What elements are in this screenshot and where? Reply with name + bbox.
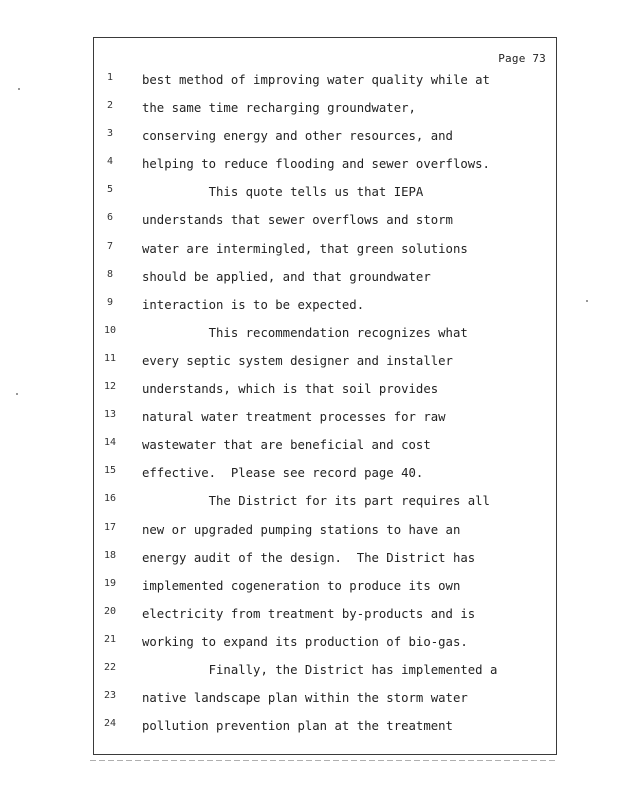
scan-speck [16,393,18,395]
line-number: 23 [103,690,117,702]
line-text: implemented cogeneration to produce its own [142,578,461,593]
line-number: 18 [103,549,117,561]
transcript-line [94,661,556,692]
line-number: 20 [103,605,117,617]
line-number: 22 [103,661,117,673]
line-number: 6 [106,212,114,224]
line-text: pollution prevention plan at the treatment [142,719,453,734]
line-text: understands that sewer overflows and storm [142,213,453,228]
line-text: wastewater that are beneficial and cost [142,438,431,453]
scan-bottom-rule [90,760,558,761]
line-number: 11 [103,352,117,364]
transcript-line [94,549,556,580]
transcript-line [94,692,556,720]
transcript-line [94,720,556,748]
line-text: natural water treatment processes for raw [142,410,446,425]
transcript-line [94,521,556,552]
transcript-line [94,324,556,355]
line-text: the same time recharging groundwater, [142,101,416,116]
line-number: 5 [106,184,114,196]
line-number: 8 [106,268,114,280]
line-number: 2 [106,100,114,112]
line-text: every septic system designer and installer [142,353,453,368]
line-number: 15 [103,465,117,477]
transcript-line [94,186,556,214]
transcript-line [94,268,556,299]
line-text: The District for its part requires all [142,494,490,509]
line-number: 17 [103,521,117,533]
line-text: effective. Please see record page 40. [142,466,424,481]
transcript-line [94,214,556,242]
line-number: 9 [106,296,114,308]
line-number: 4 [106,156,114,168]
line-text: should be applied, and that groundwater [142,269,431,284]
line-number: 3 [106,128,114,140]
transcript-line [94,467,556,495]
line-text: interaction is to be expected. [142,297,365,312]
line-number: 12 [103,381,117,393]
line-text: best method of improving water quality while at [142,73,490,87]
transcript-line [94,383,556,411]
page-number: Page 73 [498,52,546,65]
line-number: 14 [103,437,117,449]
transcript-line [94,605,556,636]
transcript-line [94,633,556,664]
line-text: Finally, the District has implemented a [142,662,498,677]
line-text: conserving energy and other resources, and [142,129,453,144]
scan-speck [586,300,588,302]
transcript-line [94,495,556,523]
line-text: This recommendation recognizes what [142,325,468,340]
line-text: energy audit of the design. The District has [142,550,476,565]
transcript-line [94,158,556,186]
transcript-line [94,296,556,327]
line-text: native landscape plan within the storm water [142,691,468,706]
line-text: water are intermingled, that green solutions [142,241,468,256]
scan-speck [18,88,20,90]
line-number: 16 [103,493,117,505]
transcript-line [94,577,556,608]
line-number: 1 [106,72,114,83]
line-number: 10 [103,324,117,336]
transcript-page [93,37,557,755]
transcript-line [94,352,556,383]
transcript-line [94,240,556,271]
transcript-line [94,102,556,130]
line-number: 19 [103,577,117,589]
line-number: 7 [106,240,114,252]
line-text: helping to reduce flooding and sewer overflows. [142,157,490,172]
line-number: 13 [103,409,117,421]
line-text: new or upgraded pumping stations to have an [142,522,461,537]
transcript-line [94,74,556,102]
transcript-line [94,439,556,467]
transcript-lines [94,74,556,748]
line-text: understands, which is that soil provides [142,382,439,397]
line-number: 21 [103,633,117,645]
transcript-line [94,130,556,158]
line-text: This quote tells us that IEPA [142,185,424,200]
line-text: working to expand its production of bio-gas. [142,634,468,649]
line-text: electricity from treatment by-products and is [142,606,476,621]
line-number: 24 [103,718,117,730]
transcript-line [94,411,556,439]
